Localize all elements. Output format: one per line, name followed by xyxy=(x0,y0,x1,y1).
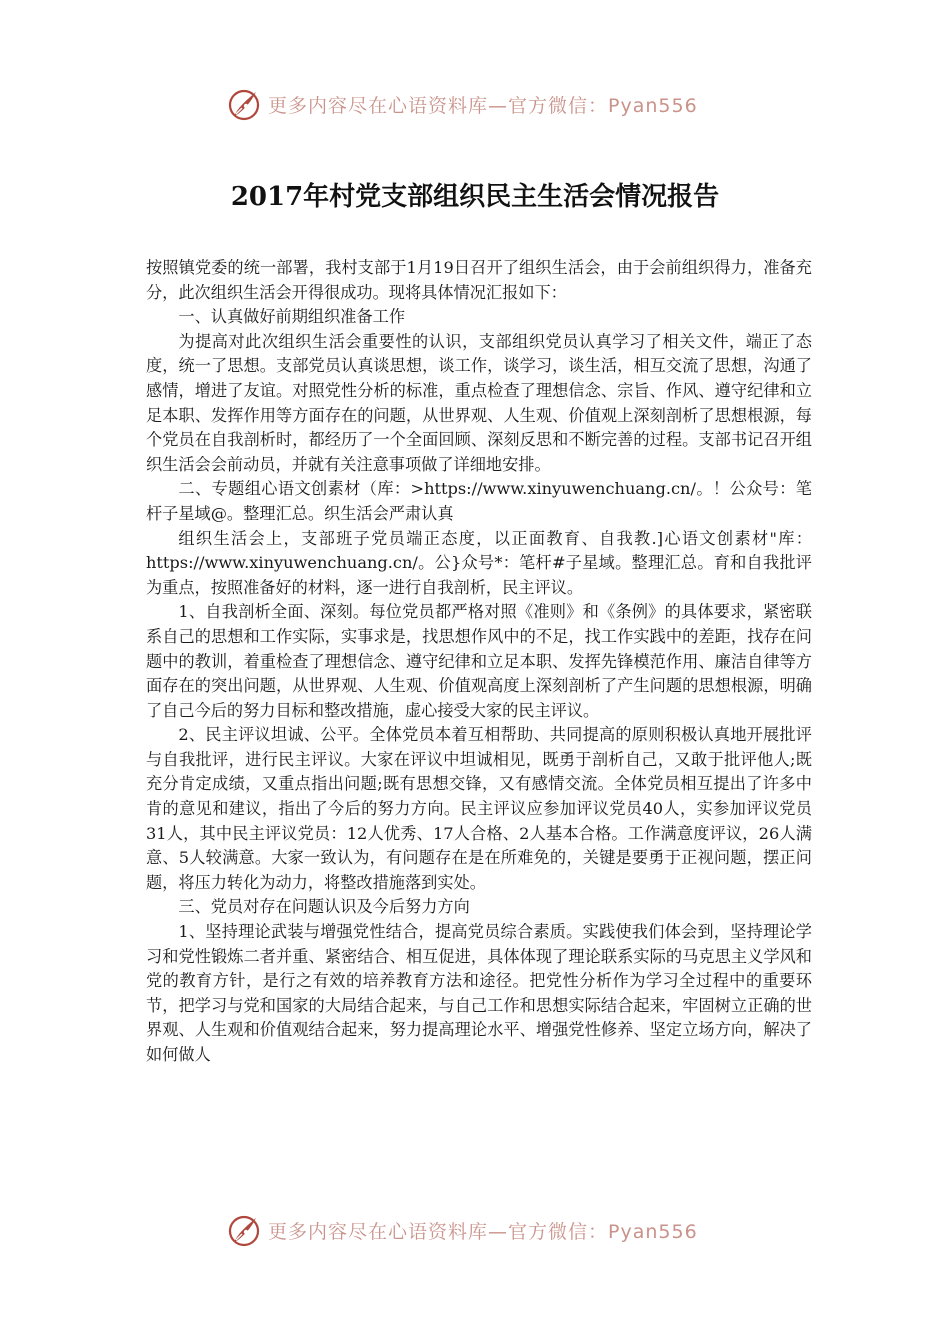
document-title: 2017年村党支部组织民主生活会情况报告 xyxy=(230,182,720,212)
paragraph: 组织生活会上，支部班子党员端正态度，以正面教育、自我教.]心语文创素材"库：https://www.xinyuwenchuang.cn/。公}众号*：笔杆#子星域。整理汇总。育和自我批评为重点，按照准备好的材料，逐一进行自我剖析，民主评议。 xyxy=(146,528,812,597)
paragraph: 2、民主评议坦诚、公平。全体党员本着互相帮助、共同提高的原则积极认真地开展批评与自我批评，进行民主评议。大家在评议中坦诚相见，既勇于剖析自己，又敢于批评他人;既充分肯定成绩，又重点指出问题;既有思想交锋，又有感情交流。全体党员相互提出了许多中肯的意见和建议，指出了今后的努力方向。民主评议应参加评议党员40人，实参加评议党员31人，其中民主评议党员：12人优秀、17人合格、2人基本合格。工作满意度评议，26人满意、5人较满意。大家一致认为，有问题存在是在所难免的，关键是要勇于正视问题，摆正问题，将压力转化为动力，将整改措施落到实处。 xyxy=(146,725,812,892)
paragraph: 1、坚持理论武装与增强党性结合，提高党员综合素质。实践使我们体会到，坚持理论学习和党性锻炼二者并重、紧密结合、相互促进，具体体现了理论联系实际的马克思主义学风和党的教育方针，是行之有效的培养教育方法和途径。把党性分析作为学习全过程中的重要环节，把学习与党和国家的大局结合起来，与自己工作和思想实际结合起来，牢固树立正确的世界观、人生观和价值观结合起来，努力提高理论水平、增强党性修养、坚定立场方向，解决了如何做人 xyxy=(146,922,812,1064)
header-banner xyxy=(226,84,746,124)
header-banner-text: 更多内容尽在心语资料库—官方微信：Pyan556 xyxy=(268,94,698,117)
section-heading-2: 二、专题组心语文创素材（库：>https://www.xinyuwenchuang.cn/。！公众号：笔杆子星域@。整理汇总。织生活会严肃认真 xyxy=(146,479,812,523)
paragraph: 1、自我剖析全面、深刻。每位党员都严格对照《准则》和《条例》的具体要求，紧密联系自己的思想和工作实际，实事求是，找思想作风中的不足，找工作实践中的差距，找存在问题中的教训，着重检查了理想信念、遵守纪律和立足本职、发挥先锋模范作用、廉洁自律等方面存在的突出问题，从世界观、人生观、价值观高度上深刻剖析了产生问题的思想根源，明确了自己今后的努力目标和整改措施，虚心接受大家的民主评议。 xyxy=(146,602,812,720)
section-heading-1: 一、认真做好前期组织准备工作 xyxy=(178,307,406,327)
document-body xyxy=(146,256,812,1068)
footer-banner-text: 更多内容尽在心语资料库—官方微信：Pyan556 xyxy=(268,1220,698,1243)
section-heading-3: 三、党员对存在问题认识及今后努力方向 xyxy=(178,897,470,917)
paragraph: 按照镇党委的统一部署，我村支部于1月19日召开了组织生活会，由于会前组织得力，准备充分，此次组织生活会开得很成功。现将具体情况汇报如下： xyxy=(146,258,812,302)
footer-banner xyxy=(226,1210,746,1250)
pen-nib-logo-icon xyxy=(226,1212,262,1248)
paragraph: 为提高对此次组织生活会重要性的认识，支部组织党员认真学习了相关文件，端正了态度，统一了思想。支部党员认真谈思想，谈工作，谈学习，谈生活，相互交流了思想，沟通了感情，增进了友谊。对照党性分析的标准，重点检查了理想信念、宗旨、作风、遵守纪律和立足本职、发挥作用等方面存在的问题，从世界观、人生观、价值观上深刻剖析了思想根源，每个党员在自我剖析时，都经历了一个全面回顾、深刻反思和不断完善的过程。支部书记召开组织生活会会前动员，并就有关注意事项做了详细地安排。 xyxy=(146,331,812,474)
pen-nib-logo-icon xyxy=(226,86,262,122)
